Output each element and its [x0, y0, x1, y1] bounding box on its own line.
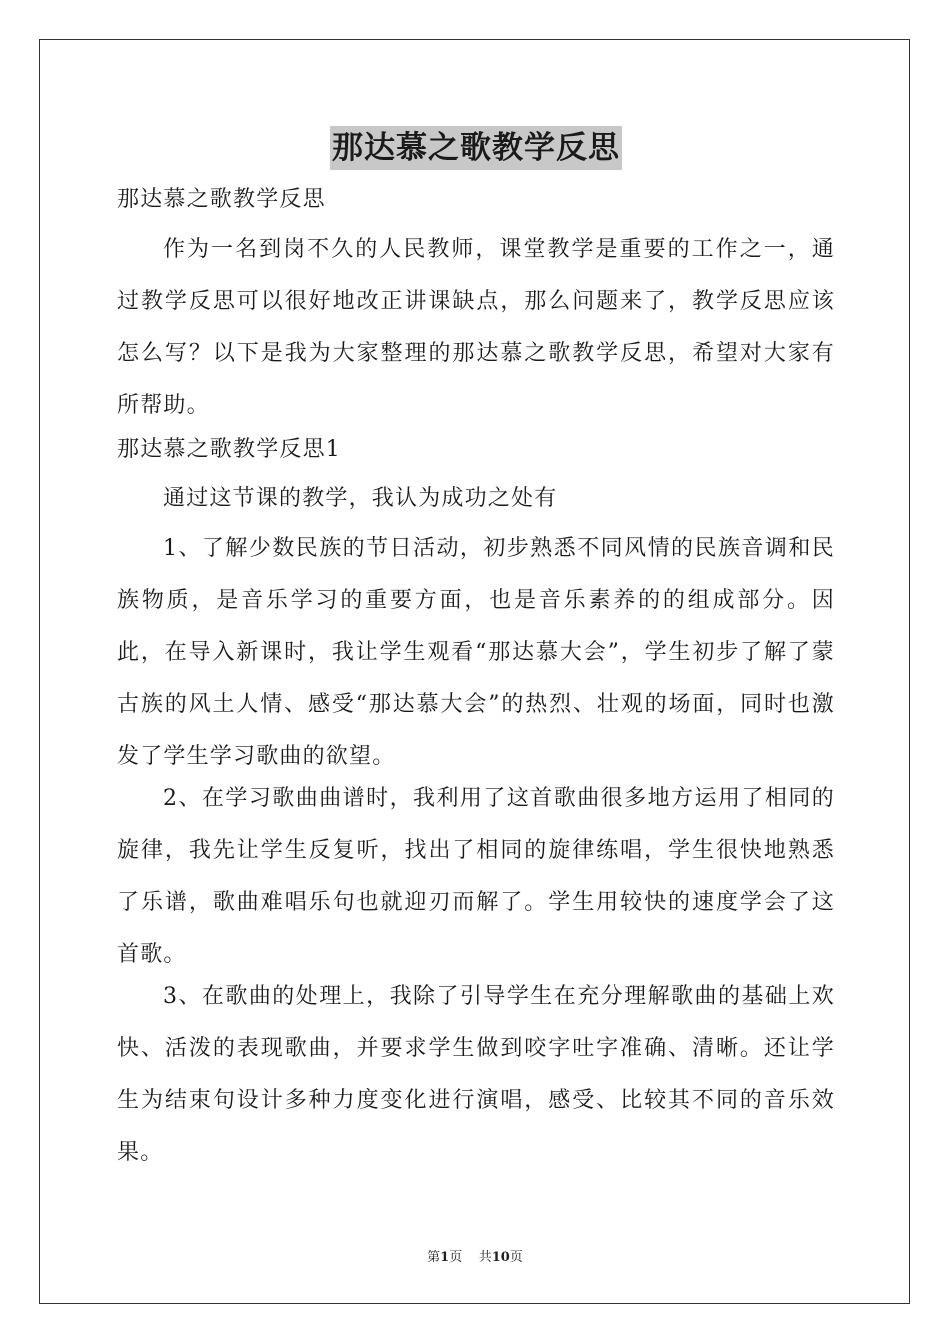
point-2-paragraph: 2、在学习歌曲曲谱时，我利用了这首歌曲很多地方运用了相同的旋律，我先让学生反复听，找出了相同的旋律练唱，学生很快地熟悉了乐谱，歌曲难唱乐句也就迎刃而解了。学生用较快的速度学会了这首歌。 [117, 786, 835, 967]
footer-total-pages: 10 [491, 1250, 510, 1265]
section-heading: 那达慕之歌教学反思1 [117, 437, 341, 462]
title-wrap [117, 126, 835, 170]
lead-paragraph: 通过这节课的教学，我认为成功之处有 [163, 486, 558, 511]
subtitle: 那达慕之歌教学反思 [117, 187, 326, 212]
footer-total-prefix: 共 [478, 1250, 492, 1265]
footer-page-prefix: 第 [427, 1250, 441, 1265]
document-title: 那达慕之歌教学反思 [330, 126, 622, 170]
footer-page-suffix: 页 [449, 1250, 463, 1265]
point-3-paragraph: 3、在歌曲的处理上，我除了引导学生在充分理解歌曲的基础上欢快、活泼的表现歌曲，并要求学生做到咬字吐字准确、清晰。还让学生为结束句设计多种力度变化进行演唱，感受、比较其不同的音乐效果。 [117, 984, 835, 1165]
point-1-paragraph: 1、了解少数民族的节日活动，初步熟悉不同风情的民族音调和民族物质，是音乐学习的重要方面，也是音乐素养的的组成部分。因此，在导入新课时，我让学生观看“那达慕大会”，学生初步了解了蒙古族的风土人情、感受“那达慕大会”的热烈、壮观的场面，同时也激发了学生学习歌曲的欲望。 [117, 536, 835, 769]
footer-page-number: 1 [440, 1250, 450, 1265]
intro-paragraph: 作为一名到岗不久的人民教师，课堂教学是重要的工作之一，通过教学反思可以很好地改正讲课缺点，那么问题来了，教学反思应该怎么写？以下是我为大家整理的那达慕之歌教学反思，希望对大家有所帮助。 [117, 237, 835, 418]
page-footer [0, 1246, 950, 1265]
footer-total-suffix: 页 [509, 1250, 523, 1265]
